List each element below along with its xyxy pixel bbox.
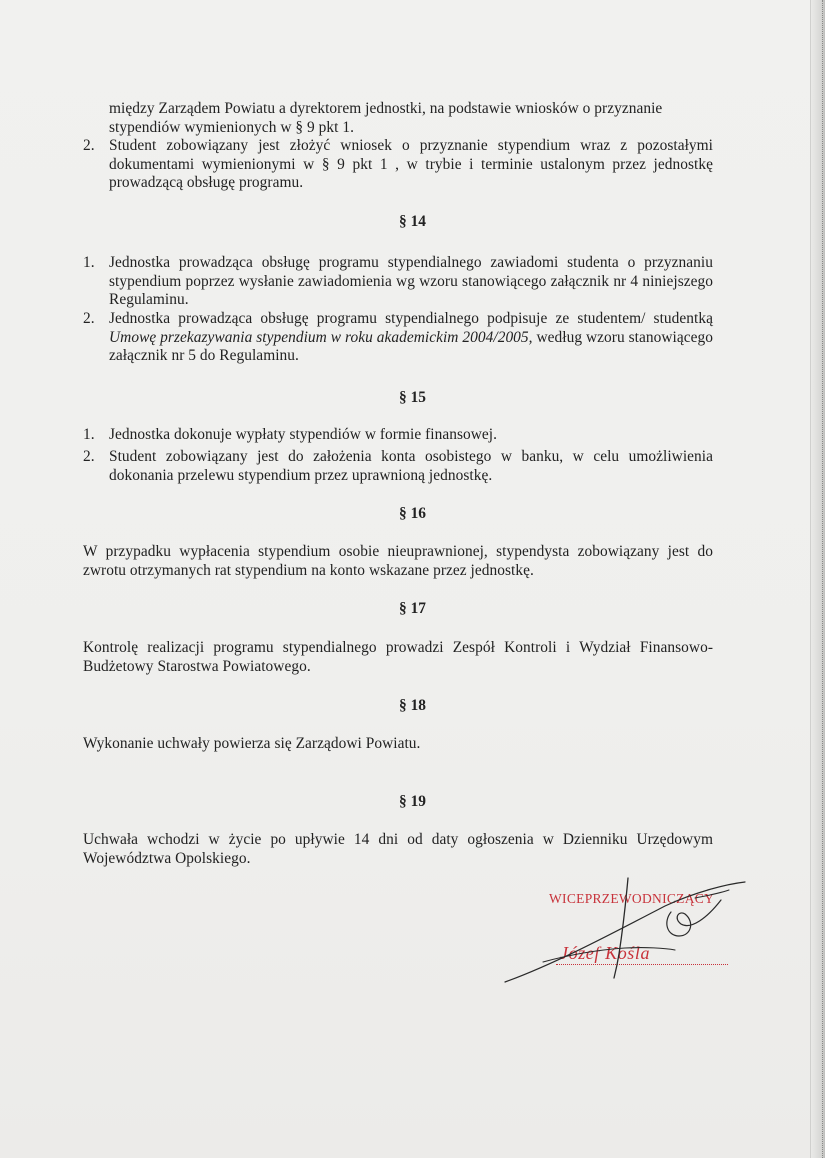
section-heading-17: § 17 [399, 600, 426, 617]
section-heading-16: § 16 [399, 505, 426, 522]
list-number: 2. [83, 448, 95, 465]
section-heading-18: § 18 [399, 697, 426, 714]
section-heading-14: § 14 [399, 213, 426, 230]
continuation-line: między Zarządem Powiatu a dyrektorem jednostki, na podstawie wniosków o przyznanie [109, 100, 663, 117]
section-paragraph: Uchwała wchodzi w życie po upływie 14 dni od daty ogłoszenia w Dzienniku Urzędowym Województwa Opolskiego. [83, 831, 713, 867]
continuation-text [109, 100, 719, 137]
list-item-text: Jednostka prowadząca obsługę programu stypendialnego zawiadomi studenta o przyznaniu stypendium poprzez wysłanie zawiadomienia wg wzoru stanowiącego załącznik nr 4 niniejszego Regulaminu. [109, 254, 713, 309]
stamp-name: Józef Kośla [560, 943, 651, 963]
stamp-title: WICEPRZEWODNICZĄCY [549, 891, 715, 906]
text-run: według wzoru stanowiącego załącznik nr 5 do Regulaminu. [109, 328, 714, 365]
continuation-line: stypendiów wymienionych w § 9 pkt 1. [109, 118, 355, 136]
contract-title: Umowę przekazywania stypendium w roku akademickim 2004/2005, [109, 328, 533, 346]
list-number: 2. [83, 310, 95, 327]
section-paragraph: Wykonanie uchwały powierza się Zarządowi Powiatu. [83, 735, 421, 752]
page-edge [810, 0, 825, 1158]
list-item-text: Jednostka dokonuje wypłaty stypendiów w formie finansowej. [109, 426, 498, 443]
list-item-text [109, 310, 713, 366]
text-run: Jednostka prowadząca obsługę programu stypendialnego podpisuje ze studentem/ studentką [109, 310, 713, 327]
list-item-text: Student zobowiązany jest do założenia konta osobistego w banku, w celu umożliwienia dokonania przelewu stypendium przez uprawnioną jednostkę. [109, 448, 713, 484]
list-item [83, 448, 713, 485]
list-item [83, 426, 713, 445]
section-paragraph: Kontrolę realizacji programu stypendialnego prowadzi Zespół Kontroli i Wydział Finansowo-Budżetowy Starostwa Powiatowego. [83, 639, 713, 675]
list-item-text: Student zobowiązany jest złożyć wniosek o przyznanie stypendium wraz z pozostałymi dokumentami wymienionymi w § 9 pkt 1 , w trybie i terminie ustalonym przez jednostkę prowadzącą obsługę programu. [109, 137, 713, 192]
list-number: 1. [83, 426, 95, 443]
list-item [83, 310, 713, 366]
list-item [83, 137, 713, 193]
section-heading-19: § 19 [399, 793, 426, 810]
list-item [83, 254, 713, 310]
section-paragraph: W przypadku wypłacenia stypendium osobie nieuprawnionej, stypendysta zobowiązany jest do zwrotu otrzymanych rat stypendium na konto wskazane przez jednostkę. [83, 543, 713, 579]
list-number: 1. [83, 254, 95, 271]
section-heading-15: § 15 [399, 389, 426, 406]
handwritten-signature [495, 870, 755, 985]
list-number: 2. [83, 137, 95, 154]
